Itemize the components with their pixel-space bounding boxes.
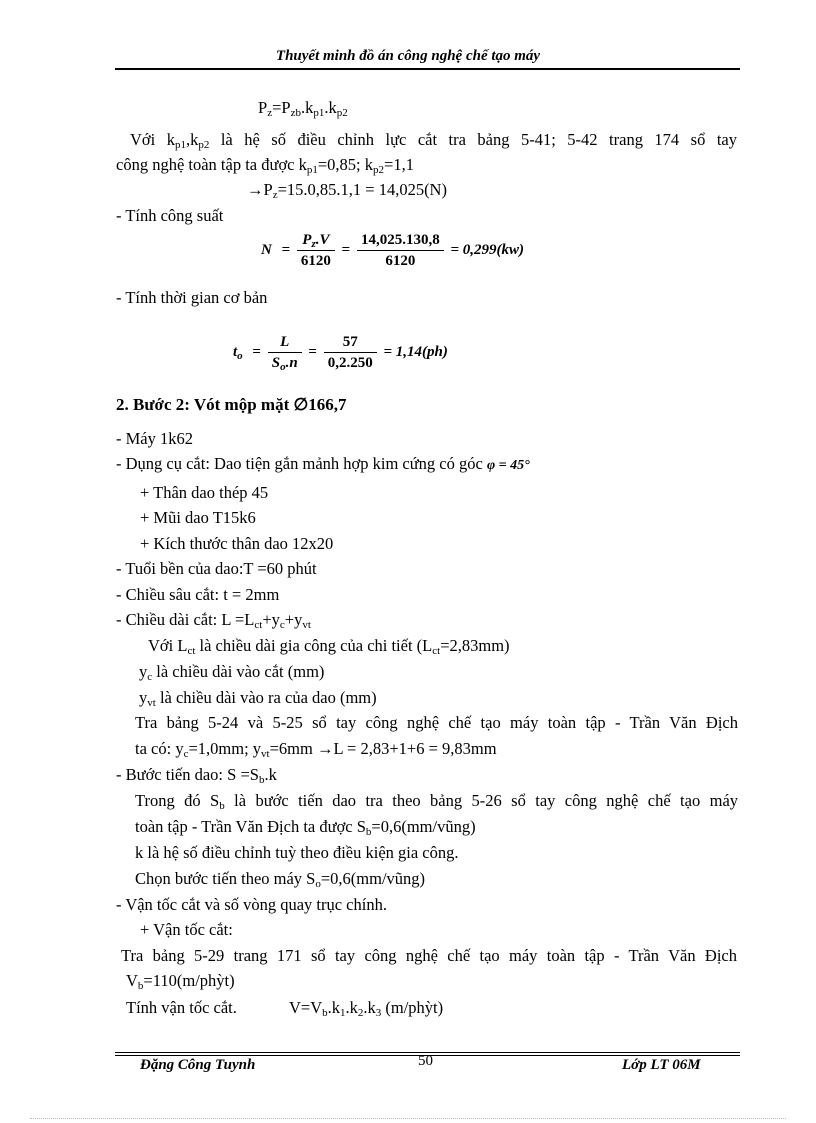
paragraph-line: $V=V_b.k_1.k_2.k_3$ (m/phỳt)	[289, 998, 444, 1019]
header-rule	[115, 68, 740, 70]
sub-bullet: + Thân dao thép 45	[140, 483, 269, 502]
bullet-line: - Máy 1k62	[116, 429, 193, 448]
bullet-line: - Chiều dài cắt: $L =L_{ct}+y_c+y_{vt}$	[116, 610, 311, 631]
page-edge	[30, 1118, 786, 1119]
formula-pz: $P_z=P_{zb}.k_{p1}.k_{p2}$	[258, 98, 348, 119]
paragraph-line: Với $k_{p1},k_{p2}$ là hệ số điều chỉnh lực cắt tra bảng 5-41; 5-42 trang 174 sổ tay	[130, 130, 737, 151]
paragraph-line: Chọn bước tiến theo máy $S_o=0,6(mm/vũng)$	[135, 869, 426, 890]
paragraph-line: Trong đó $S_b$ là bước tiến dao tra theo bảng 5-26 sổ tay công nghệ chế tạo máy	[135, 791, 739, 812]
paragraph-line: $\to P_z=15.0,85.1,1 = 14,025(N)$	[247, 180, 447, 201]
paragraph-line: $V_b=110(m/phỳt)$	[126, 971, 235, 992]
fraction: $\frac{14,025.130,8}{6120}$	[357, 230, 444, 271]
time-formula: $t_o$ = $\frac{L}{S_o.n}$ = $\frac{57}{0,2.250}$ = 1,14(ph)	[233, 334, 448, 373]
bullet-line: - Tính công suất	[116, 206, 224, 225]
paragraph-line: toàn tập - Trần Văn Địch ta được $S_b=0,6(mm/vũng)$	[135, 817, 476, 838]
paragraph-line: công nghệ toàn tập ta được $k_{p1}=0,85$; $k_{p2}=1,1$	[116, 155, 414, 176]
fraction: $\frac{57}{0,2.250}$	[324, 332, 377, 373]
power-formula: N = $\frac{P_z.V}{6120}$ = $\frac{14,025.130,8}{6120}$ = 0,299(kw)	[261, 232, 525, 269]
header-title: Thuyết minh đồ án công nghệ chế tạo máy	[275, 48, 541, 64]
sub-bullet: + Kích thước thân dao 12x20	[140, 534, 334, 553]
bullet-line: - Tính thời gian cơ bản	[116, 288, 268, 307]
paragraph-line: k là hệ số điều chỉnh tuỳ theo điều kiện gia công.	[135, 843, 459, 862]
paragraph-line: ta có: $y_c=1,0mm$; $y_{vt}=6mm \to L = 2,83+1+6 = 9,83mm$	[135, 739, 497, 760]
sub-bullet: + Mũi dao T15k6	[140, 508, 256, 527]
bullet-line: - Vận tốc cắt và số vòng quay trục chính.	[116, 895, 387, 914]
sub-bullet: + Vận tốc cắt:	[140, 920, 233, 939]
bullet-line: - Dụng cụ cắt: Dao tiện gắn mảnh hợp kim cứng có góc φ = 45°	[116, 454, 530, 473]
fraction: $\frac{P_z.V}{6120}$	[297, 230, 335, 271]
bullet-line: - Chiều sâu cắt: t = 2mm	[116, 585, 280, 604]
paragraph-line: Với $L_{ct}$ là chiều dài gia công của chi tiết $(L_{ct}=2,83mm)$	[148, 636, 510, 657]
paragraph-line: Tra bảng 5-24 và 5-25 sổ tay công nghệ chế tạo máy toàn tập - Trần Văn Địch	[135, 713, 738, 732]
paragraph-line: Tra bảng 5-29 trang 171 sổ tay công nghệ chế tạo máy toàn tập - Trần Văn Địch	[121, 946, 737, 965]
paragraph-line: Tính vận tốc cắt.	[126, 998, 237, 1017]
bullet-line: - Tuổi bền của dao:T =60 phút	[116, 559, 317, 578]
section-heading: 2. Bước 2: Vót mộp mặt ∅166,7	[116, 395, 347, 414]
paragraph-line: $y_{vt}$ là chiều dài vào ra của dao (mm)	[139, 688, 377, 709]
footer-class: Lớp LT 06M	[622, 1057, 701, 1073]
fraction: $\frac{L}{S_o.n}$	[268, 332, 302, 373]
paragraph-line: $y_c$ là chiều dài vào cắt (mm)	[139, 662, 325, 683]
footer-author: Đặng Công Tuynh	[140, 1057, 256, 1073]
bullet-line: - Bước tiến dao: $S =S_b.k$	[116, 765, 277, 786]
page-number: 50	[418, 1053, 433, 1069]
